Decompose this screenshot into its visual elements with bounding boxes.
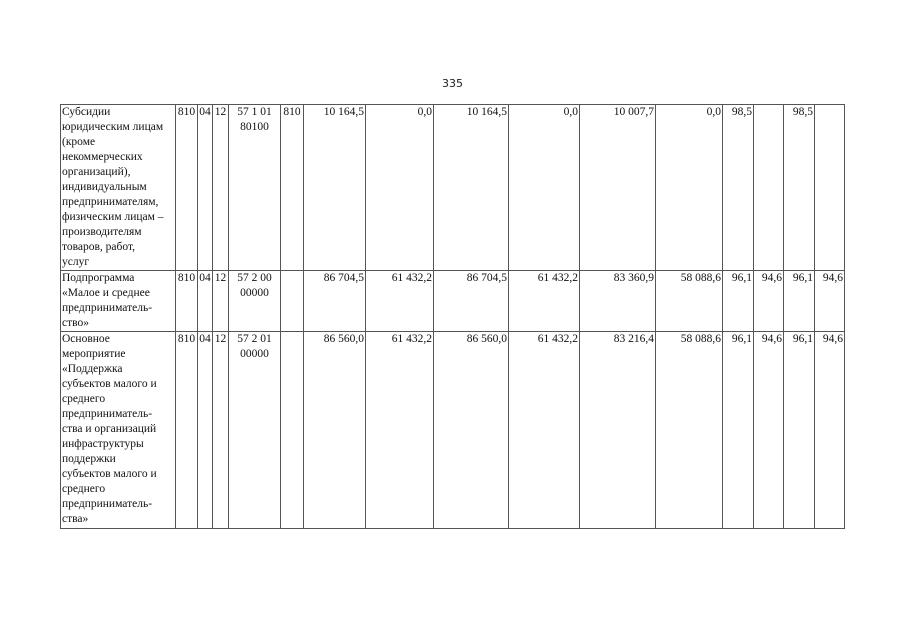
specified-federal-cell: 0,0 bbox=[509, 105, 580, 271]
percent-specified-total-cell: 96,1 bbox=[784, 332, 815, 529]
item-name-line: предприниматель- bbox=[62, 498, 153, 510]
item-name-line: Подпрограмма bbox=[62, 272, 135, 284]
item-name-line: индивидуальным bbox=[62, 181, 147, 193]
item-name-line: субъектов малого и bbox=[62, 468, 157, 480]
percent-plan-total-cell: 98,5 bbox=[723, 105, 754, 271]
item-name-line: ства» bbox=[62, 513, 89, 525]
item-name-line: Основное bbox=[62, 333, 110, 345]
item-name-line: субъектов малого и bbox=[62, 378, 157, 390]
item-name-line: мероприятие bbox=[62, 348, 126, 360]
executed-federal-cell: 58 088,6 bbox=[656, 332, 723, 529]
item-name-line: «Малое и среднее bbox=[62, 287, 150, 299]
target-article-line: 00000 bbox=[240, 287, 269, 299]
grbs-code-cell: 810 bbox=[176, 271, 198, 332]
target-article-line: 00000 bbox=[240, 348, 269, 360]
item-name-line: услуг bbox=[62, 256, 90, 268]
item-name-line: производителям bbox=[62, 226, 142, 238]
item-name-line: юридическим лицам bbox=[62, 121, 164, 133]
percent-specified-total-cell: 96,1 bbox=[784, 271, 815, 332]
percent-specified-federal-cell: 94,6 bbox=[815, 271, 845, 332]
item-name-line: предпринимателям, bbox=[62, 196, 159, 208]
table-row bbox=[61, 105, 845, 271]
target-article-cell bbox=[229, 332, 281, 529]
target-article-line: 57 2 01 bbox=[237, 333, 272, 345]
item-name-line: среднего bbox=[62, 483, 106, 495]
executed-federal-cell: 58 088,6 bbox=[656, 271, 723, 332]
item-name-line: физическим лицам – bbox=[62, 211, 164, 223]
subsection-code-cell: 12 bbox=[213, 105, 229, 271]
target-article-line: 80100 bbox=[240, 121, 269, 133]
item-name-line: Субсидии bbox=[62, 106, 111, 118]
specified-total-cell: 86 560,0 bbox=[434, 332, 509, 529]
specified-total-cell: 86 704,5 bbox=[434, 271, 509, 332]
percent-specified-federal-cell bbox=[815, 105, 845, 271]
subsection-code-cell: 12 bbox=[213, 271, 229, 332]
target-article-cell bbox=[229, 271, 281, 332]
item-name-line: ства и организаций bbox=[62, 423, 157, 435]
item-name-line: предприниматель- bbox=[62, 302, 153, 314]
plan-federal-cell: 0,0 bbox=[366, 105, 434, 271]
percent-specified-federal-cell: 94,6 bbox=[815, 332, 845, 529]
specified-federal-cell: 61 432,2 bbox=[509, 332, 580, 529]
item-name-line: «Поддержка bbox=[62, 363, 123, 375]
item-name-line: товаров, работ, bbox=[62, 241, 136, 253]
plan-total-cell: 86 704,5 bbox=[304, 271, 366, 332]
table-row bbox=[61, 332, 845, 529]
executed-total-cell: 83 216,4 bbox=[580, 332, 656, 529]
target-article-cell bbox=[229, 105, 281, 271]
item-name-line: (кроме bbox=[62, 136, 96, 148]
table-body bbox=[61, 105, 845, 529]
section-code-cell: 04 bbox=[198, 105, 213, 271]
table-row bbox=[61, 271, 845, 332]
executed-federal-cell: 0,0 bbox=[656, 105, 723, 271]
item-name-cell bbox=[61, 105, 176, 271]
grbs-code-cell: 810 bbox=[176, 332, 198, 529]
item-name-cell bbox=[61, 271, 176, 332]
percent-plan-federal-cell bbox=[754, 105, 784, 271]
specified-total-cell: 10 164,5 bbox=[434, 105, 509, 271]
expense-type-cell: 810 bbox=[281, 105, 304, 271]
item-name-line: инфраструктуры bbox=[62, 438, 144, 450]
percent-plan-total-cell: 96,1 bbox=[723, 271, 754, 332]
grbs-code-cell: 810 bbox=[176, 105, 198, 271]
section-code-cell: 04 bbox=[198, 271, 213, 332]
item-name-line: некоммерческих bbox=[62, 151, 143, 163]
percent-specified-total-cell: 98,5 bbox=[784, 105, 815, 271]
executed-total-cell: 10 007,7 bbox=[580, 105, 656, 271]
item-name-line: организаций), bbox=[62, 166, 131, 178]
item-name-line: среднего bbox=[62, 393, 106, 405]
expense-type-cell bbox=[281, 271, 304, 332]
target-article-line: 57 1 01 bbox=[237, 106, 272, 118]
plan-federal-cell: 61 432,2 bbox=[366, 332, 434, 529]
subsection-code-cell: 12 bbox=[213, 332, 229, 529]
percent-plan-federal-cell: 94,6 bbox=[754, 332, 784, 529]
target-article-line: 57 2 00 bbox=[237, 272, 272, 284]
plan-total-cell: 86 560,0 bbox=[304, 332, 366, 529]
percent-plan-total-cell: 96,1 bbox=[723, 332, 754, 529]
plan-total-cell: 10 164,5 bbox=[304, 105, 366, 271]
section-code-cell: 04 bbox=[198, 332, 213, 529]
percent-plan-federal-cell: 94,6 bbox=[754, 271, 784, 332]
budget-execution-table bbox=[60, 104, 845, 529]
item-name-line: предприниматель- bbox=[62, 408, 153, 420]
plan-federal-cell: 61 432,2 bbox=[366, 271, 434, 332]
item-name-cell bbox=[61, 332, 176, 529]
expense-type-cell bbox=[281, 332, 304, 529]
item-name-line: ство» bbox=[62, 317, 89, 329]
page-number: 335 bbox=[442, 77, 463, 90]
item-name-line: поддержки bbox=[62, 453, 116, 465]
specified-federal-cell: 61 432,2 bbox=[509, 271, 580, 332]
executed-total-cell: 83 360,9 bbox=[580, 271, 656, 332]
